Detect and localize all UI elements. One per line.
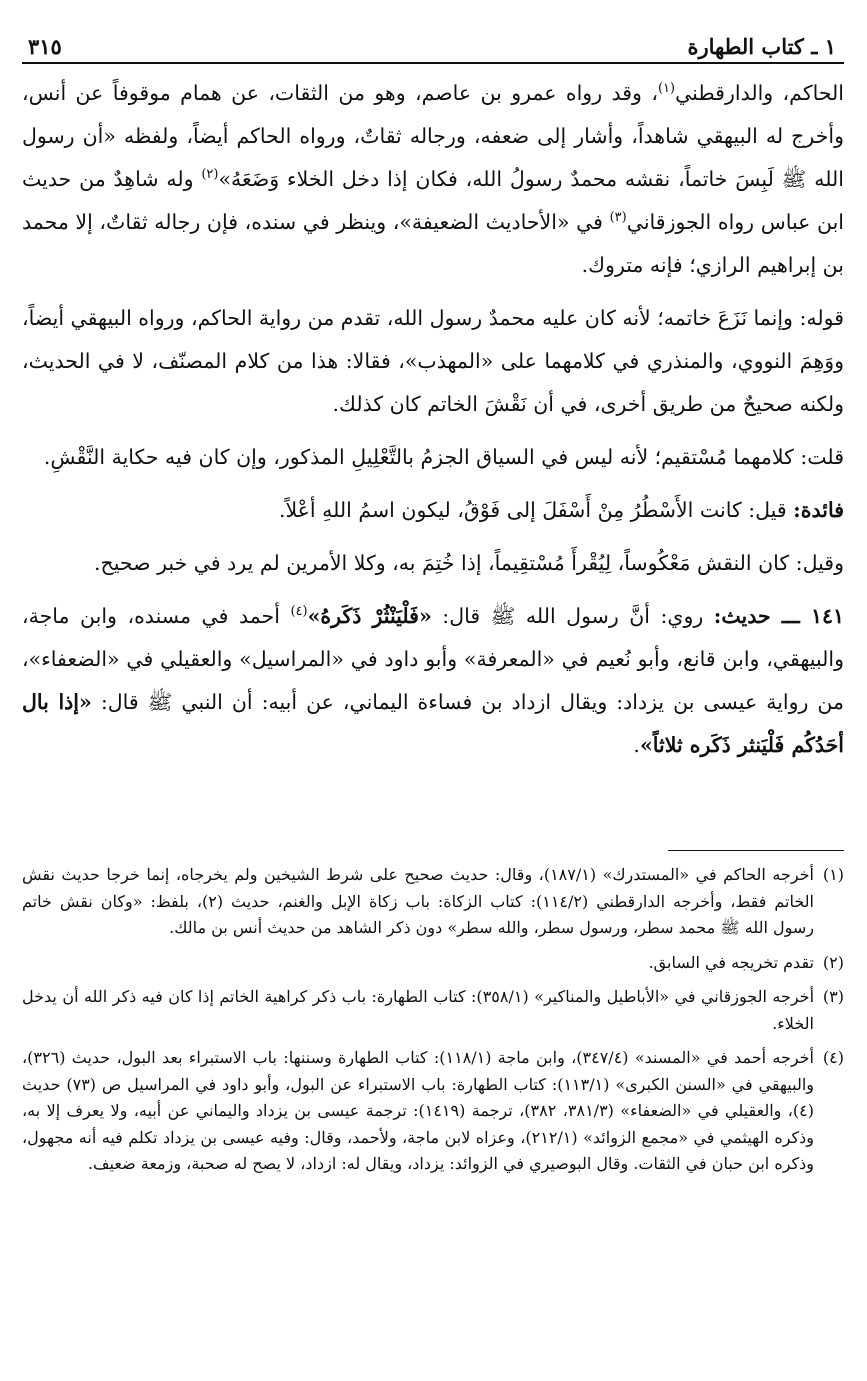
p1-text-3: وله شاهِدٌ من حديث ابن عباس رواه الجوزقاني: [22, 167, 844, 234]
running-title: ١ ـ كتاب الطهارة: [687, 34, 836, 59]
footnote-number: (٢): [822, 952, 844, 972]
paragraph-2: قوله: وإنما نَزَعَ خاتمه؛ لأنه كان عليه محمدٌ رسول الله، تقدم من رواية الحاكم، ورواه البيهقي أيضاً، ووَهِمَ النووي، والمنذري في كلامهما على «المهذب»، فقالا: هذا من كلام المصنّف، لا في الحديث، ولكنه صحيحٌ من طريق أخرى، في أن نَقْشَ الخاتم كان كذلك.: [22, 306, 844, 416]
p6-text-1: روي: أنَّ رسول الله ﷺ قال:: [431, 604, 714, 628]
fa-ida-label: فائدة:: [793, 498, 844, 522]
footnote-2: [22, 950, 844, 977]
p6-text-3: .: [633, 733, 640, 757]
footnote-text: أخرجه الجوزقاني في «الأباطيل والمناكير» (٣٥٨/١): كتاب الطهارة: باب ذكر كراهية الخاتم إذا كان فيه ذكر الله أن يدخل الخلاء.: [22, 987, 815, 1033]
footnote-number: (١): [822, 865, 844, 884]
p1-text-2: ، وقد رواه عمرو بن عاصم، وهو من الثقات، عن همام موقوفاً عن أنس، وأخرج له البيهقي شاهداً، وأشار إلى ضعفه، ورجاله ثقاتٌ، ورواه الحاكم أيضاً، ولفظه «أن رسول الله ﷺ لَبِسَ خاتماً، نقشه محمدٌ رسولُ الله، فكان إذا دخل الخلاء وَضَعَهُ»: [22, 81, 844, 191]
footnotes: [22, 862, 844, 1186]
paragraph-6: [22, 595, 844, 767]
hadith-number-label: ١٤١ ـــ حديث:: [713, 604, 844, 628]
paragraph-5: وقيل: كان النقش مَعْكُوساً، لِيُقْرأَ مُسْتقِيماً، إذا خُتِمَ به، وكلا الأمرين لم يرد في خبر صحيح.: [94, 551, 844, 575]
header-rule: [22, 62, 844, 64]
p4-text: قيل: كانت الأَسْطُرُ مِنْ أَسْفَلَ إلى فَوْقُ، ليكون اسمُ اللهِ أعْلاً.: [278, 498, 794, 522]
footnote-4: [22, 1045, 844, 1178]
paragraph-1: [22, 72, 844, 287]
footnotes-rule: [668, 850, 844, 851]
footnote-text: أخرجه الحاكم في «المستدرك» (١٨٧/١)، وقال: حديث صحيح على شرط الشيخين ولم يخرجاه، إنما خرجا حديث نقش الخاتم فقط، وأخرجه الدارقطني (١١٤/٢): كتاب الزكاة: باب زكاة الإبل والغنم، حديث (٢)، بلفظ: «وكان نقش خاتم رسول الله ﷺ محمد سطر، ورسول سطر، والله سطر» دون ذكر الشاهد من حديث أنس بن مالك.: [22, 865, 814, 937]
footnote-ref-4: (٤): [290, 604, 308, 620]
p6-text-2: أحمد في مسنده، وابن ماجة، والبيهقي، وابن قانع، وأبو نُعيم في «المعرفة» وأبو داود في «المراسيل» والعقيلي في «الضعفاء»، من رواية عيسى بن يزداد: ويقال ازداد بن فساءة اليماني، عن أبيه: أن النبي ﷺ قال:: [22, 604, 844, 714]
page-number: ٣١٥: [28, 34, 62, 59]
footnote-3: [22, 984, 844, 1037]
footnote-number: (٣): [822, 987, 844, 1006]
page-header: [22, 30, 844, 60]
p1-text-1: الحاكم، والدارقطني: [675, 81, 844, 105]
footnote-ref-1: (١): [657, 81, 676, 97]
footnote-text: تقدم تخريجه في السابق.: [648, 952, 814, 972]
hadith-quote-2: «إذا بال أحَدُكُم فَلْيَنثر ذَكَره ثلاثاً»: [22, 690, 844, 757]
hadith-quote-1: «فَلْيَنْثُرْ ذَكَرهُ»: [307, 604, 432, 628]
main-text: [22, 72, 844, 777]
paragraph-3: قلت: كلامهما مُسْتقيم؛ لأنه ليس في السياق الجزمُ بالتَّعْلِيلِ المذكور، وإن كان فيه حكاية النَّقْشِ.: [43, 445, 844, 469]
footnote-ref-3: (٣): [609, 210, 627, 226]
footnote-ref-2: (٢): [201, 167, 219, 183]
paragraph-4: [22, 489, 844, 532]
footnote-1: [22, 862, 844, 942]
footnote-number: (٤): [822, 1048, 844, 1067]
book-page: [22, 0, 844, 1381]
footnote-text: أخرجه أحمد في «المسند» (٣٤٧/٤)، وابن ماجة (١١٨/١): كتاب الطهارة وسننها: باب الاستبراء بعد البول، حديث (٣٢٦)، والبيهقي في «السنن الكبرى» (١١٣/١): كتاب الطهارة: باب الاستبراء عن البول، وأبو داود في المراسيل ص (٧٣) حديث (٤)، والعقيلي في «الضعفاء» (٣٨١/٣، ٣٨٢)، ترجمة (١٤١٩): ترجمة عيسى بن يزداد واليماني عن أبيه، ولا يعرف إلا به، وذكره الهيثمي في «مجمع الزوائد» (٢١٢/١)، وعزاه لابن ماجة، ولأحمد، وقال: وفيه عيسى بن يزداد تكلم فيه أنه مجهول، وذكره ابن حبان في الثقات. وقال البوصيري في الزوائد: يزداد، ويقال له: ازداد، لا يصح له صحبة، وزمعة ضعيف.: [22, 1048, 815, 1173]
p1-text-4: في «الأحاديث الضعيفة»، وينظر في سنده، فإن رجاله ثقاتٌ، إلا محمد بن إبراهيم الرازي؛ فإنه متروك.: [22, 210, 844, 277]
